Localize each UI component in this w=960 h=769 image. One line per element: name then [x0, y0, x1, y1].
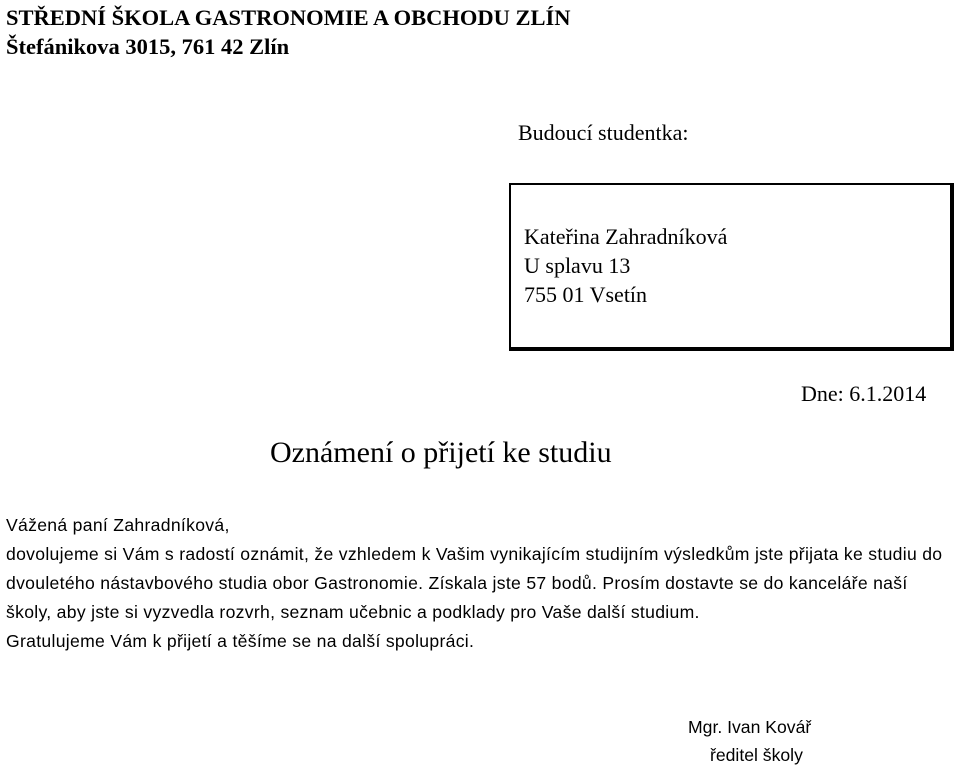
- closing-line: Gratulujeme Vám k přijetí a těšíme se na další spolupráci.: [6, 631, 475, 651]
- school-name: STŘEDNÍ ŠKOLA GASTRONOMIE A OBCHODU ZLÍN: [6, 5, 571, 30]
- recipient-label: Budoucí studentka:: [518, 120, 689, 145]
- letter-heading: Oznámení o přijetí ke studiu: [270, 436, 612, 469]
- signer-title: ředitel školy: [710, 745, 803, 765]
- signer-name: Mgr. Ivan Kovář: [688, 717, 812, 737]
- recipient-city: 755 01 Vsetín: [524, 282, 648, 307]
- recipient-street: U splavu 13: [524, 253, 631, 278]
- letter-date: Dne: 6.1.2014: [801, 381, 927, 406]
- recipient-name: Kateřina Zahradníková: [524, 224, 728, 249]
- letter-paragraph: dovolujeme si Vám s radostí oznámit, že vzhledem k Vašim vynikajícím studijním výsledkům jste přijata ke studiu do dvouletého nástavbového studia obor Gastronomie. Získala jste 57 bodů. Prosím dostavte se do kanceláře naší školy, aby jste si vyzvedla rozvrh, seznam učebnic a podklady pro Vaše další studium.: [6, 544, 943, 622]
- letter-body: [6, 511, 954, 656]
- salutation: Vážená paní Zahradníková,: [6, 515, 230, 535]
- school-address: Štefánikova 3015, 761 42 Zlín: [6, 34, 290, 59]
